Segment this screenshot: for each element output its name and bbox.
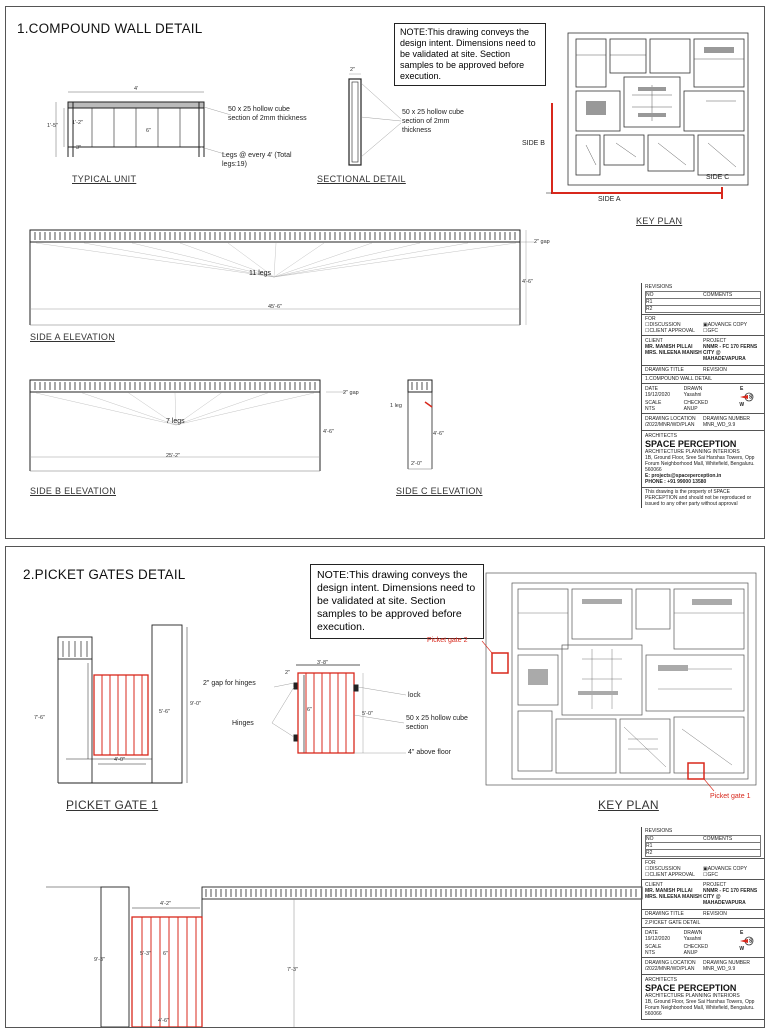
- number-label: DRAWING NUMBER: [703, 416, 751, 422]
- picket-gate-1-label: PICKET GATE 1: [66, 798, 159, 812]
- firm-phone: PHONE : +91 99000 13580: [645, 479, 707, 485]
- side-a-gap: 2" gap: [534, 239, 550, 245]
- location-value: /2022/MNR/WD/PLAN: [645, 966, 695, 972]
- gap-note: 2" gap for hinges: [203, 680, 256, 687]
- firm-tag: ARCHITECTURE PLANNING INTERIORS: [645, 449, 740, 455]
- gate2-dim-right: 7'-3": [287, 967, 298, 973]
- gate2-dim-h1: 9'-3": [94, 957, 105, 963]
- dim-wall: 9'-0": [190, 701, 201, 707]
- gfc-option: GFC: [707, 872, 719, 878]
- scale-value: NTS: [645, 950, 655, 956]
- title-block: [641, 283, 764, 508]
- side-b-gap: 2" gap: [343, 390, 359, 396]
- client-label: CLIENT: [645, 338, 663, 344]
- client-project-row: [642, 336, 764, 366]
- gate2-dim-bottom: 4'-6": [158, 1018, 169, 1024]
- side-b-elevation-label: SIDE B ELEVATION: [30, 486, 116, 496]
- north-arrow-icon: [731, 936, 749, 946]
- sectional-dim-top: 2": [350, 67, 356, 73]
- compass-w: W: [739, 402, 745, 408]
- discussion-option: DISCUSSION: [649, 866, 681, 872]
- dim-height: 1'-2": [72, 120, 83, 126]
- drawing-title-value: 2.PICKET GATE DETAIL: [642, 919, 764, 928]
- location-row: [642, 958, 764, 975]
- revisions-label: REVISIONS: [645, 284, 673, 290]
- architects-label: ARCHITECTS: [645, 433, 677, 439]
- date-label: DATE: [645, 930, 658, 936]
- dim-left: 7'-6": [34, 715, 45, 721]
- compass-s: S: [749, 394, 753, 401]
- firm-email: E: projects@spaceperception.in: [645, 473, 722, 479]
- design-note: NOTE:This drawing conveys the design intent. Dimensions need to be validated at site. Section samples to be approved before execution.: [310, 564, 484, 639]
- dim-bottom: 3": [76, 145, 82, 151]
- project-name: NNMR - FC 170 FERNS CITY @ MAHADEVAPURA: [703, 344, 758, 362]
- gate2-dim-6: 6": [163, 951, 169, 957]
- drawn-label: DRAWN: [683, 930, 703, 936]
- disclaimer: This drawing is the property of SPACE PERCEPTION and should not be reproduced or issued to any other party without approval: [645, 489, 752, 507]
- dim-gate-height: 5'-6": [159, 709, 170, 715]
- gate2-dim-top: 4'-2": [160, 901, 171, 907]
- rev-row-2: R2: [645, 306, 761, 313]
- scale-value: NTS: [645, 406, 655, 412]
- side-b-height: 4'-6": [323, 429, 334, 435]
- firm-address: 1B, Ground Floor, Sree Sai Harshas Towers, Opp Forum Neighborhood Mall, Whitefield, Bengaluru. 560066: [645, 999, 755, 1017]
- design-note: NOTE:This drawing conveys the design intent. Dimensions need to be validated at site. Section samples to be approved before execution.: [394, 23, 546, 86]
- client-approval-option: CLIENT APPROVAL: [649, 328, 695, 334]
- rev-col-no: NO: [646, 836, 654, 842]
- compass-e: E: [740, 930, 744, 936]
- side-b-legs: 7 legs: [166, 418, 185, 425]
- discussion-option: DISCUSSION: [649, 322, 681, 328]
- checked-value: ANUP: [683, 950, 698, 956]
- revisions-label: REVISIONS: [645, 828, 673, 834]
- side-a-legs: 11 legs: [249, 270, 272, 277]
- advance-copy-option: ADVANCE COPY: [707, 866, 748, 872]
- number-label: DRAWING NUMBER: [703, 960, 751, 966]
- key-plan-label: KEY PLAN: [598, 798, 659, 812]
- firm-tag: ARCHITECTURE PLANNING INTERIORS: [645, 993, 740, 999]
- revisions-row: [642, 283, 764, 315]
- dim-6: 6": [307, 707, 313, 713]
- dim-2: 2": [285, 670, 291, 676]
- sectional-detail-label: SECTIONAL DETAIL: [317, 174, 406, 184]
- key-plan-label: KEY PLAN: [636, 216, 683, 226]
- picket-gate-1-tag: Picket gate 1: [710, 793, 751, 800]
- for-label: FOR: [645, 860, 656, 866]
- dim-total: 1'-5": [47, 123, 58, 129]
- sheet-title: 1.COMPOUND WALL DETAIL: [17, 21, 203, 36]
- side-c-width: 2'-0": [411, 461, 422, 467]
- checked-label: CHECKED: [683, 400, 709, 406]
- drawing-title-label: DRAWING TITLE: [645, 367, 684, 373]
- gate2-dim-h2: 5'-3": [140, 951, 151, 957]
- drawing-title-value: 1.COMPOUND WALL DETAIL: [642, 375, 764, 384]
- dim-width: 3'-8": [317, 660, 328, 666]
- rev-row-2: R2: [645, 850, 761, 857]
- rev-col-comments: COMMENTS: [703, 836, 733, 842]
- client-project-row: [642, 880, 764, 910]
- project-name: NNMR - FC 170 FERNS CITY @ MAHADEVAPURA: [703, 888, 758, 906]
- picket-gates-sheet: [5, 546, 765, 1028]
- advance-copy-option: ADVANCE COPY: [707, 322, 748, 328]
- location-label: DRAWING LOCATION: [645, 416, 696, 422]
- side-a-length: 45'-6": [268, 304, 283, 310]
- gfc-option: GFC: [707, 328, 719, 334]
- above-floor-label: 4" above floor: [408, 749, 451, 756]
- compound-wall-sheet: [5, 6, 765, 539]
- north-arrow-icon: [731, 392, 749, 402]
- legs-note: Legs @ every 4' (Total legs:19): [222, 152, 292, 168]
- side-a-elevation-label: SIDE A ELEVATION: [30, 332, 115, 342]
- drawn-value: Yasahni: [683, 936, 702, 942]
- rev-row-1: R1: [645, 299, 761, 306]
- picket-gate-2-drawing: [6, 547, 646, 1027]
- project-label: PROJECT: [703, 882, 727, 888]
- scale-label: SCALE: [645, 400, 662, 406]
- location-row: [642, 414, 764, 431]
- client-names: MR. MANISH PILLAI MRS. NILEENA MANISH: [645, 344, 702, 356]
- firm-address: 1B, Ground Floor, Sree Sai Harshas Towers, Opp Forum Neighborhood Mall, Whitefield, Bengaluru. 560066: [645, 455, 755, 473]
- project-label: PROJECT: [703, 338, 727, 344]
- rev-col-no: NO: [646, 292, 654, 298]
- drawing-title-label: DRAWING TITLE: [645, 911, 684, 917]
- location-value: /2022/MNR/WD/PLAN: [645, 422, 695, 428]
- client-label: CLIENT: [645, 882, 663, 888]
- lock-label: lock: [408, 692, 421, 699]
- for-row: FOR ☐DISCUSSION ▣ADVANCE COPY ☐CLIENT APPROVAL ☐GFC: [642, 315, 764, 336]
- drawing-title-row: [642, 910, 764, 919]
- date-value: 19/12/2020: [645, 392, 671, 398]
- revision-label: REVISION: [703, 911, 727, 917]
- compass-w: W: [739, 946, 745, 952]
- side-c-legs: 1 leg: [390, 403, 402, 409]
- drawing-title-row: [642, 366, 764, 375]
- sheet-title: 2.PICKET GATES DETAIL: [23, 567, 186, 582]
- compass-s: S: [749, 938, 753, 945]
- architect-row: [642, 431, 764, 488]
- location-label: DRAWING LOCATION: [645, 960, 696, 966]
- drawn-label: DRAWN: [683, 386, 703, 392]
- dim-4: 4'-0": [114, 757, 125, 763]
- firm-logo: SPACE PERCEPTION: [645, 439, 737, 449]
- side-c-height: 4'-6": [433, 431, 444, 437]
- dim-top: 4': [134, 86, 139, 92]
- title-block: [641, 827, 764, 1020]
- side-c-elevation-label: SIDE C ELEVATION: [396, 486, 483, 496]
- side-c-label: SIDE C: [706, 174, 730, 181]
- number-value: MNR_WD_9.9: [703, 422, 736, 428]
- picket-gate-2-tag: Picket gate 2: [427, 637, 468, 644]
- architects-label: ARCHITECTS: [645, 977, 677, 983]
- checked-value: ANUP: [683, 406, 698, 412]
- side-b-length: 25'-2": [166, 453, 181, 459]
- date-value: 19/12/2020: [645, 936, 671, 942]
- typical-unit-label: TYPICAL UNIT: [72, 174, 137, 184]
- date-scale-row: [642, 384, 764, 414]
- compass-e: E: [740, 386, 744, 392]
- side-b-label: SIDE B: [522, 140, 545, 147]
- sectional-callout: 50 x 25 hollow cube section of 2mm thickness: [402, 109, 464, 134]
- revisions-row: [642, 827, 764, 859]
- date-label: DATE: [645, 386, 658, 392]
- architect-row: [642, 975, 764, 1020]
- for-label: FOR: [645, 316, 656, 322]
- rev-col-comments: COMMENTS: [703, 292, 733, 298]
- hollow-section-callout: 50 x 25 hollow cube section of 2mm thickness: [228, 106, 307, 122]
- hinges-label: Hinges: [232, 720, 254, 727]
- number-value: MNR_WD_9.9: [703, 966, 736, 972]
- side-a-height: 4'-6": [522, 279, 533, 285]
- firm-logo: SPACE PERCEPTION: [645, 983, 737, 993]
- rev-row-1: R1: [645, 843, 761, 850]
- drawn-value: Yasahni: [683, 392, 702, 398]
- dim-inner: 6": [146, 128, 152, 134]
- checked-label: CHECKED: [683, 944, 709, 950]
- dim-height: 5'-0": [362, 711, 373, 717]
- side-a-label: SIDE A: [598, 196, 621, 203]
- date-scale-row: [642, 928, 764, 958]
- scale-label: SCALE: [645, 944, 662, 950]
- client-approval-option: CLIENT APPROVAL: [649, 872, 695, 878]
- revision-label: REVISION: [703, 367, 727, 373]
- section-label: 50 x 25 hollow cube section: [406, 715, 468, 731]
- client-names: MR. MANISH PILLAI MRS. NILEENA MANISH: [645, 888, 702, 900]
- for-row: FOR ☐DISCUSSION ▣ADVANCE COPY ☐CLIENT APPROVAL ☐GFC: [642, 859, 764, 880]
